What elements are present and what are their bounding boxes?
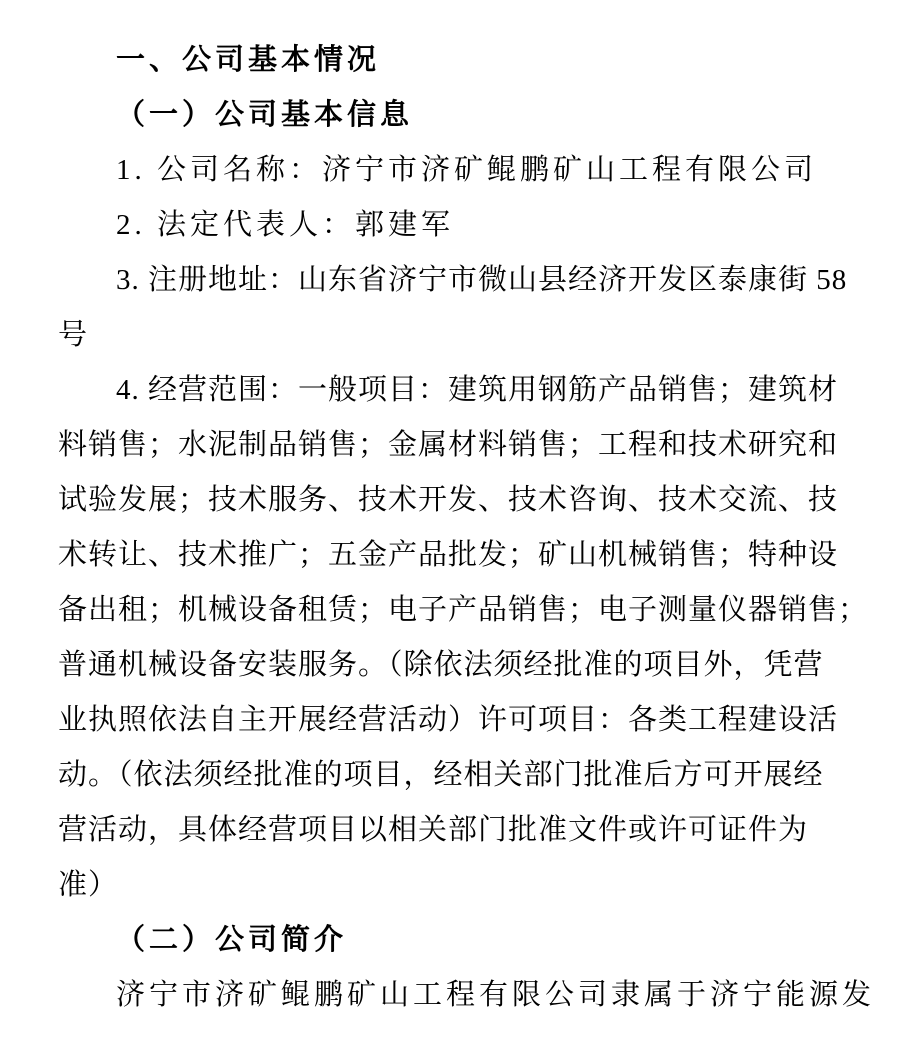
registered-address-line-2: 号	[58, 319, 89, 351]
section-1-2-heading: （二）公司简介	[116, 924, 348, 956]
registered-address-line-1: 3. 注册地址：山东省济宁市微山县经济开发区泰康街 58	[116, 264, 848, 296]
business-scope-line-4: 术转让、技术推广；五金产品批发；矿山机械销售；特种设	[58, 539, 839, 571]
section-1-1-heading: （一）公司基本信息	[116, 99, 414, 131]
business-scope-line-10: 准）	[58, 869, 119, 901]
business-scope-line-8: 动。（依法须经批准的项目，经相关部门批准后方可开展经	[58, 759, 824, 791]
section-1-heading: 一、公司基本情况	[116, 44, 381, 76]
company-intro-line: 济宁市济矿鲲鹏矿山工程有限公司隶属于济宁能源发	[116, 979, 876, 1011]
business-scope-line-2: 料销售；水泥制品销售；金属材料销售；工程和技术研究和	[58, 429, 839, 461]
business-scope-line-1: 4. 经营范围：一般项目：建筑用钢筋产品销售；建筑材	[116, 374, 839, 406]
business-scope-line-3: 试验发展；技术服务、技术开发、技术咨询、技术交流、技	[58, 484, 839, 516]
company-name-line: 1. 公司名称：济宁市济矿鲲鹏矿山工程有限公司	[116, 154, 818, 186]
business-scope-line-5: 备出租；机械设备租赁；电子产品销售；电子测量仪器销售；	[58, 594, 869, 626]
business-scope-line-9: 营活动，具体经营项目以相关部门批准文件或许可证件为	[58, 814, 809, 846]
business-scope-line-6: 普通机械设备安装服务。（除依法须经批准的项目外，凭营	[58, 649, 824, 681]
legal-representative-line: 2. 法定代表人：郭建军	[116, 209, 455, 241]
business-scope-line-7: 业执照依法自主开展经营活动）许可项目：各类工程建设活	[58, 704, 839, 736]
